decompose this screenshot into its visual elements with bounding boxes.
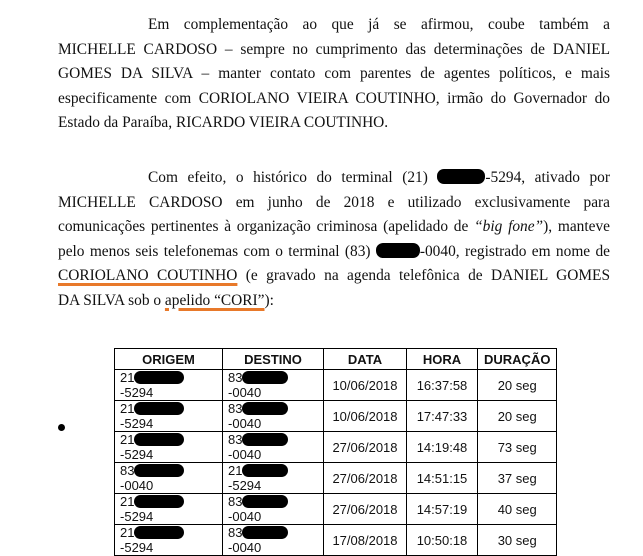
cell-hora xyxy=(407,494,478,525)
cell-duracao xyxy=(478,494,557,525)
paragraph-2-line-4 xyxy=(58,240,610,265)
number-suffix: 5294 xyxy=(124,385,154,400)
cell-data xyxy=(324,370,407,401)
dash: - xyxy=(120,478,125,493)
paragraph-1-line-1: Em complementação ao que já se afirmou, coube também a xyxy=(148,16,610,33)
table-row xyxy=(115,525,557,556)
dash: - xyxy=(228,416,233,431)
redaction-mark xyxy=(242,402,288,415)
table-header-row xyxy=(115,349,557,370)
call-date: 27/06/2018 xyxy=(332,470,398,486)
area-code: 21 xyxy=(120,401,135,416)
paragraph-1-line-3: GOMES DA SILVA – manter contato com parentes de agentes políticos, e mais xyxy=(58,65,610,82)
paragraph-1-line-2: MICHELLE CARDOSO – sempre no cumprimento das determinações de DANIEL xyxy=(58,40,610,58)
number-suffix: 5294 xyxy=(124,447,154,462)
cell-destino xyxy=(223,525,324,556)
cell-destino xyxy=(223,370,324,401)
dash: - xyxy=(120,447,125,462)
call-duration: 37 seg xyxy=(497,470,537,486)
number-suffix: 0040 xyxy=(232,509,262,524)
call-date: 17/08/2018 xyxy=(332,532,398,548)
area-code: 21 xyxy=(120,370,135,385)
redaction-mark xyxy=(134,495,184,508)
header-duracao: DURAÇÃO xyxy=(478,349,557,370)
cell-data xyxy=(324,401,407,432)
redaction-mark xyxy=(242,464,288,477)
cell-origem xyxy=(115,494,223,525)
cell-destino xyxy=(223,432,324,463)
call-time: 14:51:15 xyxy=(416,470,468,486)
call-date: 10/06/2018 xyxy=(332,377,398,393)
call-duration: 20 seg xyxy=(497,408,537,424)
call-records-table xyxy=(114,348,557,556)
call-date: 27/06/2018 xyxy=(332,501,398,517)
paragraph-1-line-4: especificamente com CORIOLANO VIEIRA COUTINHO, irmão do Governador do xyxy=(58,89,610,107)
redaction-mark xyxy=(134,402,184,415)
paragraph-2-line-2: MICHELLE CARDOSO em junho de 2018 e utilizado exclusivamente para xyxy=(58,193,610,211)
number-suffix: 5294 xyxy=(124,540,154,555)
area-code: 21 xyxy=(120,525,135,540)
area-code: 83 xyxy=(228,494,243,509)
cell-duracao xyxy=(478,401,557,432)
number-suffix: 0040 xyxy=(232,540,262,555)
cell-origem xyxy=(115,432,223,463)
big-fone-quote: “big fone” xyxy=(474,218,544,235)
redaction-mark xyxy=(242,371,288,384)
dash: - xyxy=(228,385,233,400)
cell-hora xyxy=(407,432,478,463)
header-hora: HORA xyxy=(407,349,478,370)
paragraph-2-line-5 xyxy=(58,264,610,289)
cell-hora xyxy=(407,370,478,401)
dash: - xyxy=(228,509,233,524)
redaction-mark xyxy=(134,464,184,477)
p2-l1-text-a: Com efeito, o histórico do terminal (21) xyxy=(148,169,428,186)
redaction-mark xyxy=(242,526,288,539)
redaction-mark xyxy=(134,526,184,539)
area-code: 83 xyxy=(120,463,135,478)
cell-data xyxy=(324,494,407,525)
call-date: 27/06/2018 xyxy=(332,439,398,455)
cell-destino xyxy=(223,494,324,525)
p2-l6-text-a: DA SILVA sob o xyxy=(58,291,165,309)
area-code: 21 xyxy=(228,463,243,478)
cell-data xyxy=(324,432,407,463)
area-code: 83 xyxy=(228,401,243,416)
dash: - xyxy=(228,540,233,555)
cell-origem xyxy=(115,401,223,432)
p2-l4-text-a: pelo menos seis telefonemas com o terminal (83) xyxy=(58,242,371,260)
call-time: 14:19:48 xyxy=(416,439,468,455)
cell-origem xyxy=(115,525,223,556)
cell-hora xyxy=(407,525,478,556)
apelido-cori-underlined: apelido “CORI” xyxy=(164,291,265,309)
paragraph-2-line-1 xyxy=(58,166,610,191)
bullet-dot xyxy=(58,424,65,431)
number-suffix: 0040 xyxy=(232,447,262,462)
number-suffix: 0040 xyxy=(124,478,154,493)
call-date: 10/06/2018 xyxy=(332,408,398,424)
table-row xyxy=(115,494,557,525)
call-duration: 40 seg xyxy=(497,501,537,517)
table-row xyxy=(115,401,557,432)
paragraph-2-line-3 xyxy=(58,215,610,240)
number-suffix: 0040 xyxy=(232,385,262,400)
redaction-mark xyxy=(242,433,288,446)
redaction-mark xyxy=(134,371,184,384)
dash: - xyxy=(120,509,125,524)
number-suffix: 0040 xyxy=(232,416,262,431)
redaction-mark xyxy=(242,495,288,508)
cell-duracao xyxy=(478,432,557,463)
area-code: 83 xyxy=(228,370,243,385)
call-time: 17:47:33 xyxy=(416,408,468,424)
cell-data xyxy=(324,525,407,556)
p2-l1-text-b: -5294, ativado por xyxy=(485,169,610,186)
cell-hora xyxy=(407,401,478,432)
call-duration: 30 seg xyxy=(497,532,537,548)
area-code: 83 xyxy=(228,525,243,540)
dash: - xyxy=(120,385,125,400)
table-row xyxy=(115,432,557,463)
header-origem: ORIGEM xyxy=(115,349,223,370)
paragraph-1-line-5: Estado da Paraíba, RICARDO VIEIRA COUTINHO. xyxy=(58,114,389,131)
cell-duracao xyxy=(478,525,557,556)
cell-destino xyxy=(223,401,324,432)
dash: - xyxy=(120,540,125,555)
number-suffix: 5294 xyxy=(124,416,154,431)
dash: - xyxy=(120,416,125,431)
number-suffix: 5294 xyxy=(124,509,154,524)
redaction-mark xyxy=(134,433,184,446)
header-data: DATA xyxy=(324,349,407,370)
p2-l3-text-b: ), manteve xyxy=(543,218,610,235)
p2-l6-text-b: ): xyxy=(264,291,274,309)
number-suffix: 5294 xyxy=(232,478,262,493)
area-code: 21 xyxy=(120,494,135,509)
paragraph-2-line-6 xyxy=(58,289,610,314)
call-duration: 73 seg xyxy=(497,439,537,455)
coriolano-coutinho-underlined: CORIOLANO COUTINHO xyxy=(58,267,238,284)
redaction-mark xyxy=(437,169,485,184)
cell-origem xyxy=(115,370,223,401)
header-destino: DESTINO xyxy=(223,349,324,370)
paragraph-1 xyxy=(58,13,610,136)
dash: - xyxy=(228,478,233,493)
p2-l5-text: (e gravado na agenda telefônica de DANIEL GOMES xyxy=(237,267,611,284)
p2-l3-text-a: comunicações pertinentes à organização criminosa (apelidado de xyxy=(58,218,469,235)
cell-duracao xyxy=(478,370,557,401)
call-time: 16:37:58 xyxy=(416,377,468,393)
call-duration: 20 seg xyxy=(497,377,537,393)
dash: - xyxy=(228,447,233,462)
area-code: 83 xyxy=(228,432,243,447)
p2-l4-text-b: -0040, registrado em nome de xyxy=(419,242,610,260)
call-time: 10:50:18 xyxy=(416,532,468,548)
paragraph-2 xyxy=(58,166,610,313)
redaction-mark xyxy=(376,243,420,258)
table-row xyxy=(115,370,557,401)
area-code: 21 xyxy=(120,432,135,447)
call-time: 14:57:19 xyxy=(416,501,468,517)
